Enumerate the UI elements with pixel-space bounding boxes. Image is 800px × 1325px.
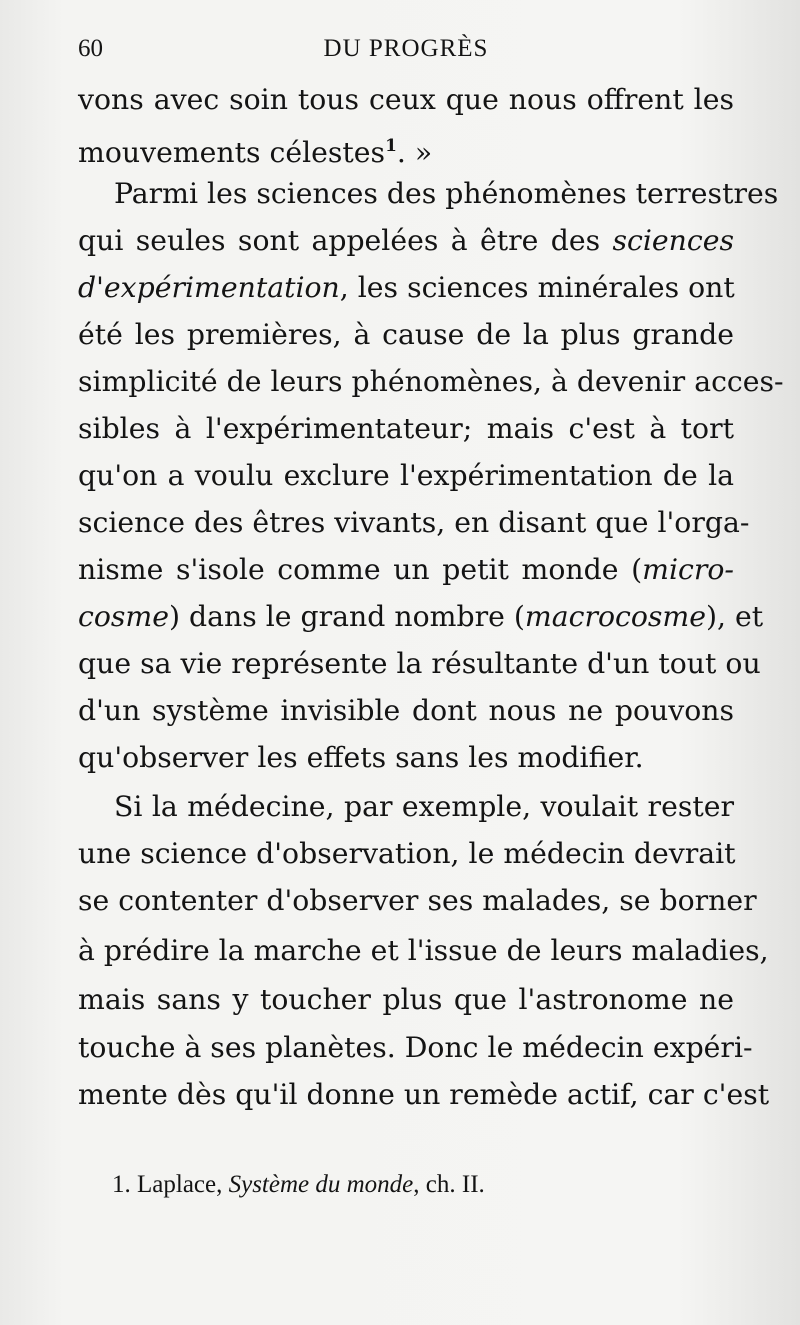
text-line: sibles à l'expérimentateur; mais c'est à tort	[78, 412, 734, 445]
italic-term: micro-	[642, 553, 734, 586]
text-line: d'un système invisible dont nous ne pouvons	[78, 694, 734, 727]
footnote-number: 1.	[112, 1171, 131, 1198]
paragraph-start: Si la médecine, par exemple, voulait rester	[114, 790, 734, 823]
text-line: été les premières, à cause de la plus grande	[78, 318, 734, 351]
italic-term: macrocosme	[524, 600, 707, 633]
text-line: qu'on a voulu exclure l'expérimentation de la	[78, 459, 734, 492]
text-line: simplicité de leurs phénomènes, à devenir acces-	[78, 365, 784, 398]
text-line: touche à ses planètes. Donc le médecin expéri-	[78, 1031, 753, 1064]
text-line: cosme) dans le grand nombre (macrocosme), et	[78, 600, 764, 633]
footnote-author: Laplace,	[137, 1171, 223, 1198]
text-line: vons avec soin tous ceux que nous offrent les	[78, 83, 734, 116]
text-line: nisme s'isole comme un petit monde (micro-	[78, 553, 734, 586]
running-title: DU PROGRÈS	[323, 35, 489, 62]
footnote-title: Système du monde	[228, 1171, 414, 1198]
text-line: que sa vie représente la résultante d'un tout ou	[78, 647, 761, 680]
text-line: qui seules sont appelées à être des sciences	[78, 224, 734, 257]
text-line: à prédire la marche et l'issue de leurs maladies,	[78, 934, 769, 967]
text-line: mouvements célestes$^1$. »	[78, 136, 433, 169]
text-line: science des êtres vivants, en disant que l'orga-	[78, 506, 750, 539]
italic-term: cosme	[78, 600, 169, 633]
italic-term: d'expérimentation	[78, 271, 340, 304]
text-line: qu'observer les effets sans les modifier.	[78, 741, 644, 774]
page-number: 60	[78, 35, 103, 62]
italic-term: sciences	[612, 224, 734, 257]
footnote-marker: 1	[385, 136, 397, 156]
footnote	[112, 1167, 732, 1203]
footnote-reference: , ch. II.	[413, 1171, 485, 1198]
text-line: une science d'observation, le médecin devrait	[78, 837, 736, 870]
paragraph-start: Parmi les sciences des phénomènes terrestres	[114, 177, 779, 210]
page-header	[78, 32, 734, 66]
text-line: se contenter d'observer ses malades, se borner	[78, 884, 757, 917]
text-line: d'expérimentation, les sciences minérales ont	[78, 271, 735, 304]
text-line: mais sans y toucher plus que l'astronome ne	[78, 983, 734, 1016]
text-line: mente dès qu'il donne un remède actif, car c'est	[78, 1078, 770, 1111]
